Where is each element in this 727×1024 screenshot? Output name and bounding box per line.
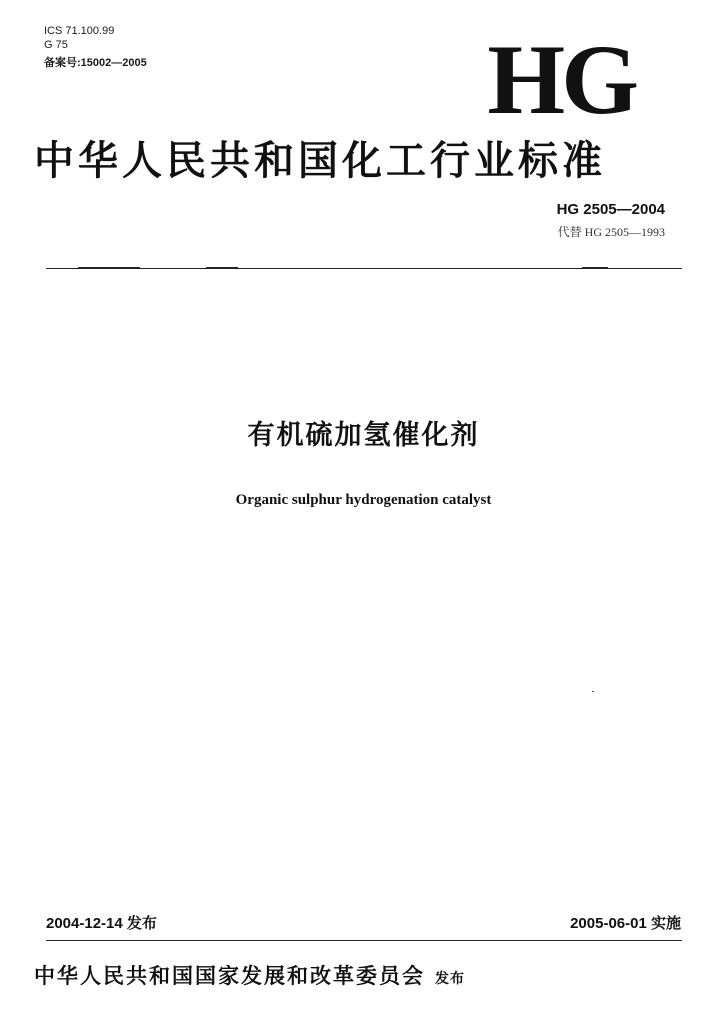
- publisher-name: 中华人民共和国国家发展和改革委员会: [34, 963, 425, 988]
- publisher-line: [34, 962, 694, 993]
- replaced-standard: 代替 HG 2505—1993: [557, 225, 665, 239]
- footer-divider: [46, 940, 682, 941]
- publisher-action: 发布: [435, 971, 465, 987]
- ics-code: ICS 71.100.99: [44, 25, 115, 37]
- header-divider-accent: [206, 267, 238, 269]
- header-divider-accent: [582, 267, 608, 269]
- scan-speck: [592, 691, 594, 692]
- record-number: 备案号:15002—2005: [44, 57, 147, 69]
- document-title: 有机硫加氢催化剂: [247, 420, 480, 451]
- header-divider-accent: [78, 267, 140, 269]
- issue-date: 2004-12-14 发布: [46, 915, 157, 932]
- document-title-english: Organic sulphur hydrogenation catalyst: [235, 492, 492, 508]
- hg-code-mark: HG: [487, 24, 635, 135]
- implementation-date: 2005-06-01 实施: [570, 915, 681, 932]
- standard-category-title: 中华人民共和国化工行业标准: [34, 137, 606, 184]
- standard-number: HG 2505—2004: [556, 201, 665, 218]
- ccs-code: G 75: [44, 39, 68, 51]
